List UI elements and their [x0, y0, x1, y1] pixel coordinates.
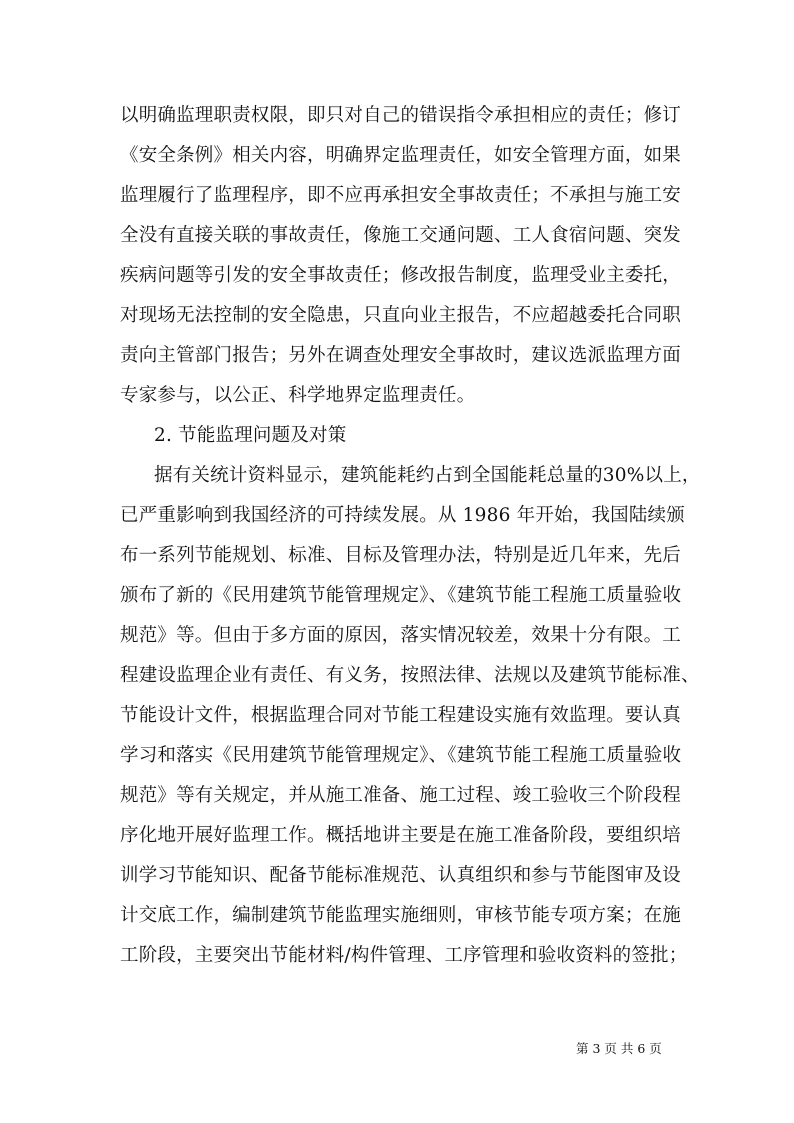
text-line: 监理履行了监理程序，即不应再承担安全事故责任；不承担与施工安: [120, 185, 682, 206]
text-line: 已严重影响到我国经济的可持续发展。从 1986 年开始，我国陆续颁: [120, 505, 685, 526]
text-line: 序化地开展好监理工作。概括地讲主要是在施工准备阶段，要组织培: [120, 825, 682, 846]
text-line: 《安全条例》相关内容，明确界定监理责任，如安全管理方面，如果: [120, 145, 682, 166]
page-number-footer: 第 3 页 共 6 页: [576, 1041, 662, 1056]
text-line: 学习和落实《民用建筑节能管理规定》、《建筑节能工程施工质量验收: [120, 745, 682, 766]
text-line: 计交底工作，编制建筑节能监理实施细则，审核节能专项方案；在施: [120, 905, 682, 926]
section-heading: 2. 节能监理问题及对策: [154, 425, 347, 446]
text-line: 以明确监理职责权限，即只对自己的错误指令承担相应的责任；修订: [120, 105, 682, 126]
text-line: 疾病问题等引发的安全事故责任；修改报告制度，监理受业主委托，: [120, 265, 682, 286]
text-line: 节能设计文件，根据监理合同对节能工程建设实施有效监理。要认真: [120, 705, 682, 726]
text-line: 据有关统计资料显示，建筑能耗约占到全国能耗总量的30%以上，: [154, 465, 701, 486]
text-line: 规范》等有关规定，并从施工准备、施工过程、竣工验收三个阶段程: [120, 785, 682, 806]
text-line: 对现场无法控制的安全隐患，只直向业主报告，不应超越委托合同职: [120, 305, 682, 326]
body-text: [120, 96, 701, 976]
text-line: 专家参与，以公正、科学地界定监理责任。: [120, 385, 476, 406]
text-line: 程建设监理企业有责任、有义务，按照法律、法规以及建筑节能标准、: [120, 665, 700, 686]
text-line: 工阶段，主要突出节能材料/构件管理、工序管理和验收资料的签批；: [120, 945, 688, 966]
text-line: 全没有直接关联的事故责任，像施工交通问题、工人食宿问题、突发: [120, 225, 682, 246]
text-line: 规范》等。但由于多方面的原因，落实情况较差，效果十分有限。工: [120, 625, 682, 646]
text-line: 颁布了新的《民用建筑节能管理规定》、《建筑节能工程施工质量验收: [120, 585, 682, 606]
text-line: 布一系列节能规划、标准、目标及管理办法，特别是近几年来，先后: [120, 545, 682, 566]
text-line: 责向主管部门报告；另外在调查处理安全事故时，建议选派监理方面: [120, 345, 682, 366]
text-line: 训学习节能知识、配备节能标准规范、认真组织和参与节能图审及设: [120, 865, 682, 886]
